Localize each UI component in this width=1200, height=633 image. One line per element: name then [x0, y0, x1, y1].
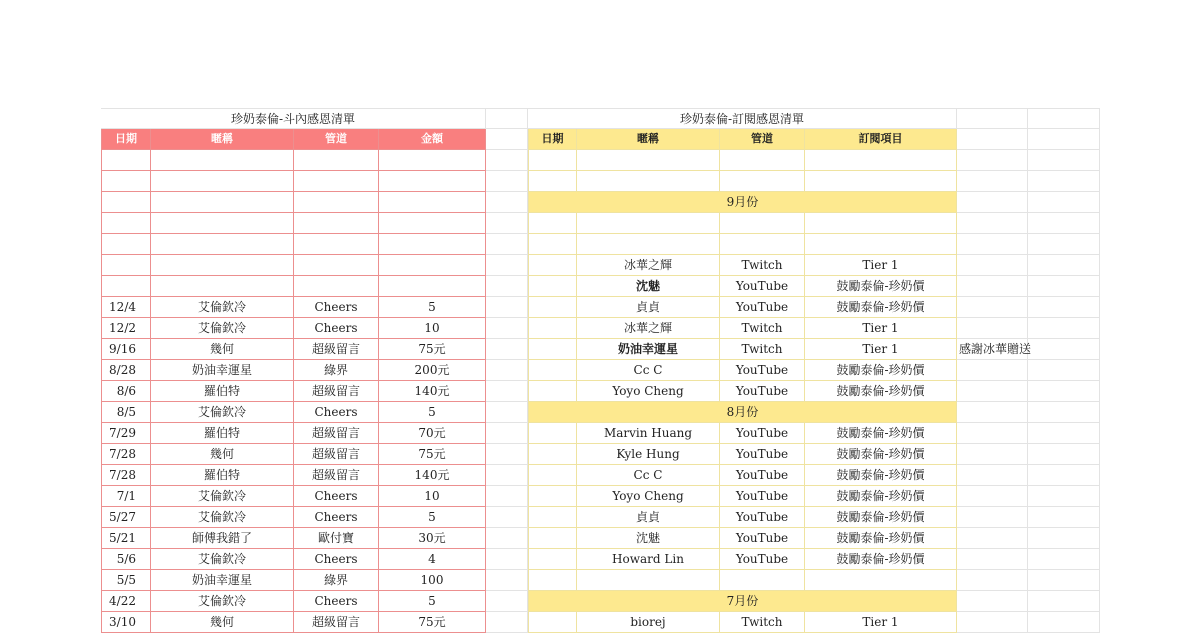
table-row — [101, 381, 1100, 402]
note-cell[interactable] — [957, 276, 1028, 297]
right-date-cell[interactable] — [528, 549, 577, 570]
spacer-cell[interactable] — [486, 339, 528, 360]
right-channel-cell[interactable]: YouTube — [720, 276, 805, 297]
left-nickname-cell[interactable] — [151, 255, 294, 276]
extra-cell[interactable] — [1028, 318, 1100, 339]
right-date-cell[interactable] — [528, 528, 577, 549]
extra-cell[interactable] — [1028, 591, 1100, 612]
extra-cell[interactable] — [1028, 486, 1100, 507]
spacer-cell[interactable] — [486, 318, 528, 339]
left-channel-cell[interactable]: Cheers — [294, 507, 379, 528]
left-nickname-cell[interactable]: 幾何 — [151, 339, 294, 360]
left-amount-cell[interactable]: 5 — [379, 507, 486, 528]
right-date-cell[interactable] — [528, 150, 577, 171]
right-nickname-cell[interactable] — [577, 150, 720, 171]
note-cell[interactable] — [957, 318, 1028, 339]
left-nickname-cell[interactable]: 幾何 — [151, 612, 294, 633]
left-header-nickname[interactable]: 暱稱 — [151, 129, 294, 150]
left-nickname-cell[interactable]: 羅伯特 — [151, 423, 294, 444]
table-row — [101, 402, 1100, 423]
left-table-title[interactable]: 珍奶泰倫-斗內感恩清單 — [101, 108, 486, 129]
extra-cell[interactable] — [1028, 528, 1100, 549]
left-amount-cell[interactable]: 5 — [379, 591, 486, 612]
left-amount-cell[interactable]: 200元 — [379, 360, 486, 381]
note-cell[interactable] — [957, 570, 1028, 591]
left-header-date[interactable]: 日期 — [101, 129, 151, 150]
note-cell[interactable] — [957, 360, 1028, 381]
extra-cell[interactable] — [1028, 234, 1100, 255]
right-subscription-cell[interactable]: 鼓勵泰倫-珍奶價 — [805, 549, 957, 570]
left-channel-cell[interactable]: 超級留言 — [294, 444, 379, 465]
left-nickname-cell[interactable]: 艾倫欽冷 — [151, 507, 294, 528]
right-subscription-cell[interactable]: Tier 1 — [805, 255, 957, 276]
left-header-amount[interactable]: 金額 — [379, 129, 486, 150]
right-nickname-cell[interactable]: Yoyo Cheng — [577, 381, 720, 402]
left-date-cell[interactable] — [101, 276, 151, 297]
extra-cell[interactable] — [1028, 360, 1100, 381]
header-row — [101, 129, 1100, 150]
left-amount-cell[interactable] — [379, 213, 486, 234]
right-header-nickname[interactable]: 暱稱 — [577, 129, 720, 150]
spacer-cell[interactable] — [486, 297, 528, 318]
left-channel-cell[interactable]: 歐付寶 — [294, 528, 379, 549]
left-amount-cell[interactable]: 4 — [379, 549, 486, 570]
note-cell[interactable] — [957, 444, 1028, 465]
left-nickname-cell[interactable] — [151, 192, 294, 213]
extra-cell[interactable] — [1028, 423, 1100, 444]
extra-cell[interactable] — [1028, 150, 1100, 171]
left-channel-cell[interactable] — [294, 171, 379, 192]
left-channel-cell[interactable]: 超級留言 — [294, 465, 379, 486]
extra-cell[interactable] — [1028, 465, 1100, 486]
left-date-cell[interactable]: 5/21 — [101, 528, 151, 549]
spreadsheet — [101, 108, 1100, 633]
right-subscription-cell[interactable] — [805, 234, 957, 255]
left-nickname-cell[interactable]: 奶油幸運星 — [151, 360, 294, 381]
left-channel-cell[interactable]: Cheers — [294, 549, 379, 570]
right-subscription-cell[interactable]: 鼓勵泰倫-珍奶價 — [805, 507, 957, 528]
note-cell[interactable]: 感謝冰華贈送 — [957, 339, 1028, 360]
spacer-cell[interactable] — [486, 108, 528, 129]
spacer-cell[interactable] — [486, 171, 528, 192]
right-date-cell[interactable] — [528, 339, 577, 360]
right-date-cell[interactable] — [528, 486, 577, 507]
right-nickname-cell[interactable]: Howard Lin — [577, 549, 720, 570]
extra-cell[interactable] — [1028, 108, 1100, 129]
right-subscription-cell[interactable]: 鼓勵泰倫-珍奶價 — [805, 276, 957, 297]
extra-cell[interactable] — [957, 108, 1028, 129]
extra-cell[interactable] — [1028, 549, 1100, 570]
left-date-cell[interactable]: 8/5 — [101, 402, 151, 423]
right-channel-cell[interactable] — [720, 570, 805, 591]
left-amount-cell[interactable]: 30元 — [379, 528, 486, 549]
extra-cell[interactable] — [1028, 276, 1100, 297]
left-amount-cell[interactable] — [379, 255, 486, 276]
left-channel-cell[interactable]: Cheers — [294, 318, 379, 339]
left-date-cell[interactable]: 3/10 — [101, 612, 151, 633]
left-channel-cell[interactable]: 超級留言 — [294, 612, 379, 633]
left-nickname-cell[interactable] — [151, 276, 294, 297]
right-channel-cell[interactable]: YouTube — [720, 528, 805, 549]
left-amount-cell[interactable]: 70元 — [379, 423, 486, 444]
right-channel-cell[interactable]: Twitch — [720, 255, 805, 276]
right-nickname-cell[interactable]: 沈魅 — [577, 276, 720, 297]
right-date-cell[interactable] — [528, 570, 577, 591]
right-channel-cell[interactable]: YouTube — [720, 507, 805, 528]
month-section-header[interactable]: 9月份 — [528, 192, 957, 213]
extra-cell[interactable] — [1028, 570, 1100, 591]
right-date-cell[interactable] — [528, 234, 577, 255]
spacer-cell[interactable] — [486, 444, 528, 465]
left-channel-cell[interactable]: 超級留言 — [294, 381, 379, 402]
table-row — [101, 570, 1100, 591]
right-channel-cell[interactable]: YouTube — [720, 360, 805, 381]
note-cell[interactable] — [957, 297, 1028, 318]
left-nickname-cell[interactable]: 幾何 — [151, 444, 294, 465]
right-date-cell[interactable] — [528, 171, 577, 192]
spacer-cell[interactable] — [486, 591, 528, 612]
note-cell[interactable] — [957, 381, 1028, 402]
left-nickname-cell[interactable]: 羅伯特 — [151, 381, 294, 402]
left-nickname-cell[interactable] — [151, 213, 294, 234]
right-subscription-cell[interactable] — [805, 150, 957, 171]
note-cell[interactable] — [957, 234, 1028, 255]
right-nickname-cell[interactable] — [577, 234, 720, 255]
left-channel-cell[interactable]: 超級留言 — [294, 339, 379, 360]
left-amount-cell[interactable]: 10 — [379, 318, 486, 339]
left-channel-cell[interactable]: 綠界 — [294, 360, 379, 381]
left-date-cell[interactable] — [101, 255, 151, 276]
table-row — [101, 549, 1100, 570]
extra-cell[interactable] — [1028, 381, 1100, 402]
left-date-cell[interactable] — [101, 171, 151, 192]
extra-cell[interactable] — [1028, 297, 1100, 318]
left-amount-cell[interactable]: 140元 — [379, 465, 486, 486]
extra-cell[interactable] — [1028, 444, 1100, 465]
extra-cell[interactable] — [1028, 213, 1100, 234]
month-section-header[interactable]: 7月份 — [528, 591, 957, 612]
right-nickname-cell[interactable] — [577, 213, 720, 234]
left-nickname-cell[interactable]: 羅伯特 — [151, 465, 294, 486]
left-date-cell[interactable]: 9/16 — [101, 339, 151, 360]
left-date-cell[interactable]: 8/28 — [101, 360, 151, 381]
table-row — [101, 171, 1100, 192]
right-date-cell[interactable] — [528, 444, 577, 465]
right-subscription-cell[interactable]: Tier 1 — [805, 612, 957, 633]
right-nickname-cell[interactable]: biorej — [577, 612, 720, 633]
spacer-cell[interactable] — [486, 234, 528, 255]
left-nickname-cell[interactable]: 艾倫欽冷 — [151, 297, 294, 318]
left-date-cell[interactable]: 7/29 — [101, 423, 151, 444]
left-nickname-cell[interactable]: 師傅我錯了 — [151, 528, 294, 549]
note-cell[interactable] — [957, 528, 1028, 549]
left-amount-cell[interactable]: 10 — [379, 486, 486, 507]
extra-cell[interactable] — [1028, 171, 1100, 192]
right-channel-cell[interactable]: YouTube — [720, 381, 805, 402]
right-channel-cell[interactable] — [720, 171, 805, 192]
month-section-header[interactable]: 8月份 — [528, 402, 957, 423]
title-row — [101, 108, 1100, 129]
left-channel-cell[interactable] — [294, 234, 379, 255]
table-row — [101, 444, 1100, 465]
left-amount-cell[interactable]: 75元 — [379, 339, 486, 360]
spacer-cell[interactable] — [486, 528, 528, 549]
table-row — [101, 255, 1100, 276]
left-amount-cell[interactable]: 5 — [379, 402, 486, 423]
extra-cell[interactable] — [1028, 129, 1100, 150]
table-row — [101, 192, 1100, 213]
right-table-title[interactable]: 珍奶泰倫-訂閱感恩清單 — [528, 108, 957, 129]
right-nickname-cell[interactable]: 貞貞 — [577, 297, 720, 318]
right-nickname-cell[interactable] — [577, 570, 720, 591]
left-date-cell[interactable] — [101, 150, 151, 171]
spacer-cell[interactable] — [486, 192, 528, 213]
note-cell[interactable] — [957, 507, 1028, 528]
right-subscription-cell[interactable]: 鼓勵泰倫-珍奶價 — [805, 528, 957, 549]
note-cell[interactable] — [957, 486, 1028, 507]
right-channel-cell[interactable]: YouTube — [720, 549, 805, 570]
note-cell[interactable] — [957, 549, 1028, 570]
right-nickname-cell[interactable] — [577, 171, 720, 192]
left-date-cell[interactable]: 5/27 — [101, 507, 151, 528]
table-row — [101, 465, 1100, 486]
left-nickname-cell[interactable]: 艾倫欽冷 — [151, 318, 294, 339]
right-date-cell[interactable] — [528, 213, 577, 234]
left-amount-cell[interactable]: 100 — [379, 570, 486, 591]
left-amount-cell[interactable]: 5 — [379, 297, 486, 318]
extra-cell[interactable] — [957, 129, 1028, 150]
extra-cell[interactable] — [1028, 255, 1100, 276]
extra-cell[interactable] — [1028, 192, 1100, 213]
left-date-cell[interactable]: 7/28 — [101, 465, 151, 486]
note-cell[interactable] — [957, 192, 1028, 213]
right-channel-cell[interactable] — [720, 234, 805, 255]
right-date-cell[interactable] — [528, 360, 577, 381]
left-nickname-cell[interactable] — [151, 171, 294, 192]
left-channel-cell[interactable]: 綠界 — [294, 570, 379, 591]
extra-cell[interactable] — [1028, 339, 1100, 360]
spacer-cell[interactable] — [486, 570, 528, 591]
right-date-cell[interactable] — [528, 507, 577, 528]
right-subscription-cell[interactable] — [805, 213, 957, 234]
left-date-cell[interactable] — [101, 234, 151, 255]
right-channel-cell[interactable]: YouTube — [720, 486, 805, 507]
left-date-cell[interactable]: 7/28 — [101, 444, 151, 465]
right-channel-cell[interactable]: YouTube — [720, 465, 805, 486]
table-row — [101, 423, 1100, 444]
extra-cell[interactable] — [1028, 402, 1100, 423]
left-channel-cell[interactable]: Cheers — [294, 591, 379, 612]
left-date-cell[interactable]: 5/6 — [101, 549, 151, 570]
right-subscription-cell[interactable]: 鼓勵泰倫-珍奶價 — [805, 465, 957, 486]
left-nickname-cell[interactable] — [151, 234, 294, 255]
note-cell[interactable] — [957, 465, 1028, 486]
spacer-cell[interactable] — [486, 255, 528, 276]
right-header-subscription[interactable]: 訂閱項目 — [805, 129, 957, 150]
right-nickname-cell[interactable]: 奶油幸運星 — [577, 339, 720, 360]
left-nickname-cell[interactable]: 艾倫欽冷 — [151, 591, 294, 612]
note-cell[interactable] — [957, 423, 1028, 444]
left-amount-cell[interactable] — [379, 234, 486, 255]
note-cell[interactable] — [957, 255, 1028, 276]
left-channel-cell[interactable]: Cheers — [294, 297, 379, 318]
right-nickname-cell[interactable]: Marvin Huang — [577, 423, 720, 444]
table-row — [101, 507, 1100, 528]
left-nickname-cell[interactable]: 艾倫欽冷 — [151, 549, 294, 570]
spacer-cell[interactable] — [486, 507, 528, 528]
right-header-date[interactable]: 日期 — [528, 129, 577, 150]
right-subscription-cell[interactable]: Tier 1 — [805, 318, 957, 339]
left-header-channel[interactable]: 管道 — [294, 129, 379, 150]
right-channel-cell[interactable]: YouTube — [720, 444, 805, 465]
extra-cell[interactable] — [1028, 507, 1100, 528]
left-date-cell[interactable]: 8/6 — [101, 381, 151, 402]
spacer-cell[interactable] — [486, 402, 528, 423]
right-header-channel[interactable]: 管道 — [720, 129, 805, 150]
right-date-cell[interactable] — [528, 297, 577, 318]
right-channel-cell[interactable] — [720, 213, 805, 234]
left-amount-cell[interactable]: 75元 — [379, 612, 486, 633]
table-body — [101, 150, 1100, 633]
left-nickname-cell[interactable]: 奶油幸運星 — [151, 570, 294, 591]
right-date-cell[interactable] — [528, 381, 577, 402]
left-channel-cell[interactable]: Cheers — [294, 486, 379, 507]
left-nickname-cell[interactable]: 艾倫欽冷 — [151, 486, 294, 507]
left-amount-cell[interactable] — [379, 150, 486, 171]
left-date-cell[interactable]: 5/5 — [101, 570, 151, 591]
note-cell[interactable] — [957, 171, 1028, 192]
right-channel-cell[interactable]: YouTube — [720, 297, 805, 318]
note-cell[interactable] — [957, 591, 1028, 612]
right-date-cell[interactable] — [528, 423, 577, 444]
right-date-cell[interactable] — [528, 465, 577, 486]
spacer-cell[interactable] — [486, 213, 528, 234]
left-channel-cell[interactable]: Cheers — [294, 402, 379, 423]
right-nickname-cell[interactable]: 冰華之輝 — [577, 318, 720, 339]
right-nickname-cell[interactable]: 貞貞 — [577, 507, 720, 528]
left-amount-cell[interactable] — [379, 276, 486, 297]
left-channel-cell[interactable] — [294, 150, 379, 171]
right-nickname-cell[interactable]: Kyle Hung — [577, 444, 720, 465]
right-date-cell[interactable] — [528, 318, 577, 339]
left-nickname-cell[interactable] — [151, 150, 294, 171]
left-channel-cell[interactable]: 超級留言 — [294, 423, 379, 444]
table-row — [101, 150, 1100, 171]
left-amount-cell[interactable] — [379, 192, 486, 213]
right-nickname-cell[interactable]: 冰華之輝 — [577, 255, 720, 276]
left-channel-cell[interactable] — [294, 213, 379, 234]
right-channel-cell[interactable] — [720, 150, 805, 171]
right-subscription-cell[interactable]: 鼓勵泰倫-珍奶價 — [805, 381, 957, 402]
left-date-cell[interactable]: 4/22 — [101, 591, 151, 612]
right-subscription-cell[interactable]: 鼓勵泰倫-珍奶價 — [805, 423, 957, 444]
left-amount-cell[interactable] — [379, 171, 486, 192]
left-nickname-cell[interactable]: 艾倫欽冷 — [151, 402, 294, 423]
right-date-cell[interactable] — [528, 276, 577, 297]
spacer-cell[interactable] — [486, 381, 528, 402]
spacer-cell[interactable] — [486, 276, 528, 297]
spacer-cell[interactable] — [486, 549, 528, 570]
table-row — [101, 276, 1100, 297]
spacer-cell[interactable] — [486, 129, 528, 150]
right-subscription-cell[interactable]: 鼓勵泰倫-珍奶價 — [805, 486, 957, 507]
table-row — [101, 234, 1100, 255]
table-row — [101, 591, 1100, 612]
spacer-cell[interactable] — [486, 360, 528, 381]
note-cell[interactable] — [957, 213, 1028, 234]
right-subscription-cell[interactable]: Tier 1 — [805, 339, 957, 360]
right-channel-cell[interactable]: Twitch — [720, 318, 805, 339]
right-subscription-cell[interactable]: 鼓勵泰倫-珍奶價 — [805, 444, 957, 465]
table-row — [101, 528, 1100, 549]
right-channel-cell[interactable]: YouTube — [720, 423, 805, 444]
left-channel-cell[interactable] — [294, 276, 379, 297]
left-amount-cell[interactable]: 75元 — [379, 444, 486, 465]
left-date-cell[interactable]: 12/4 — [101, 297, 151, 318]
right-nickname-cell[interactable]: Yoyo Cheng — [577, 486, 720, 507]
table-row — [101, 297, 1100, 318]
left-date-cell[interactable]: 7/1 — [101, 486, 151, 507]
right-subscription-cell[interactable]: 鼓勵泰倫-珍奶價 — [805, 360, 957, 381]
left-amount-cell[interactable]: 140元 — [379, 381, 486, 402]
right-subscription-cell[interactable] — [805, 570, 957, 591]
spacer-cell[interactable] — [486, 150, 528, 171]
right-nickname-cell[interactable]: 沈魅 — [577, 528, 720, 549]
table-row — [101, 360, 1100, 381]
spacer-cell[interactable] — [486, 465, 528, 486]
left-date-cell[interactable] — [101, 192, 151, 213]
left-date-cell[interactable]: 12/2 — [101, 318, 151, 339]
table-row — [101, 486, 1100, 507]
table-row — [101, 339, 1100, 360]
table-row — [101, 318, 1100, 339]
right-nickname-cell[interactable]: Cc C — [577, 360, 720, 381]
right-subscription-cell[interactable] — [805, 171, 957, 192]
left-date-cell[interactable] — [101, 213, 151, 234]
note-cell[interactable] — [957, 150, 1028, 171]
spacer-cell[interactable] — [486, 486, 528, 507]
right-nickname-cell[interactable]: Cc C — [577, 465, 720, 486]
left-channel-cell[interactable] — [294, 255, 379, 276]
spacer-cell[interactable] — [486, 423, 528, 444]
right-date-cell[interactable] — [528, 255, 577, 276]
table-row — [101, 213, 1100, 234]
note-cell[interactable] — [957, 402, 1028, 423]
right-channel-cell[interactable]: Twitch — [720, 339, 805, 360]
right-channel-cell[interactable]: Twitch — [720, 612, 805, 633]
right-subscription-cell[interactable]: 鼓勵泰倫-珍奶價 — [805, 297, 957, 318]
left-channel-cell[interactable] — [294, 192, 379, 213]
